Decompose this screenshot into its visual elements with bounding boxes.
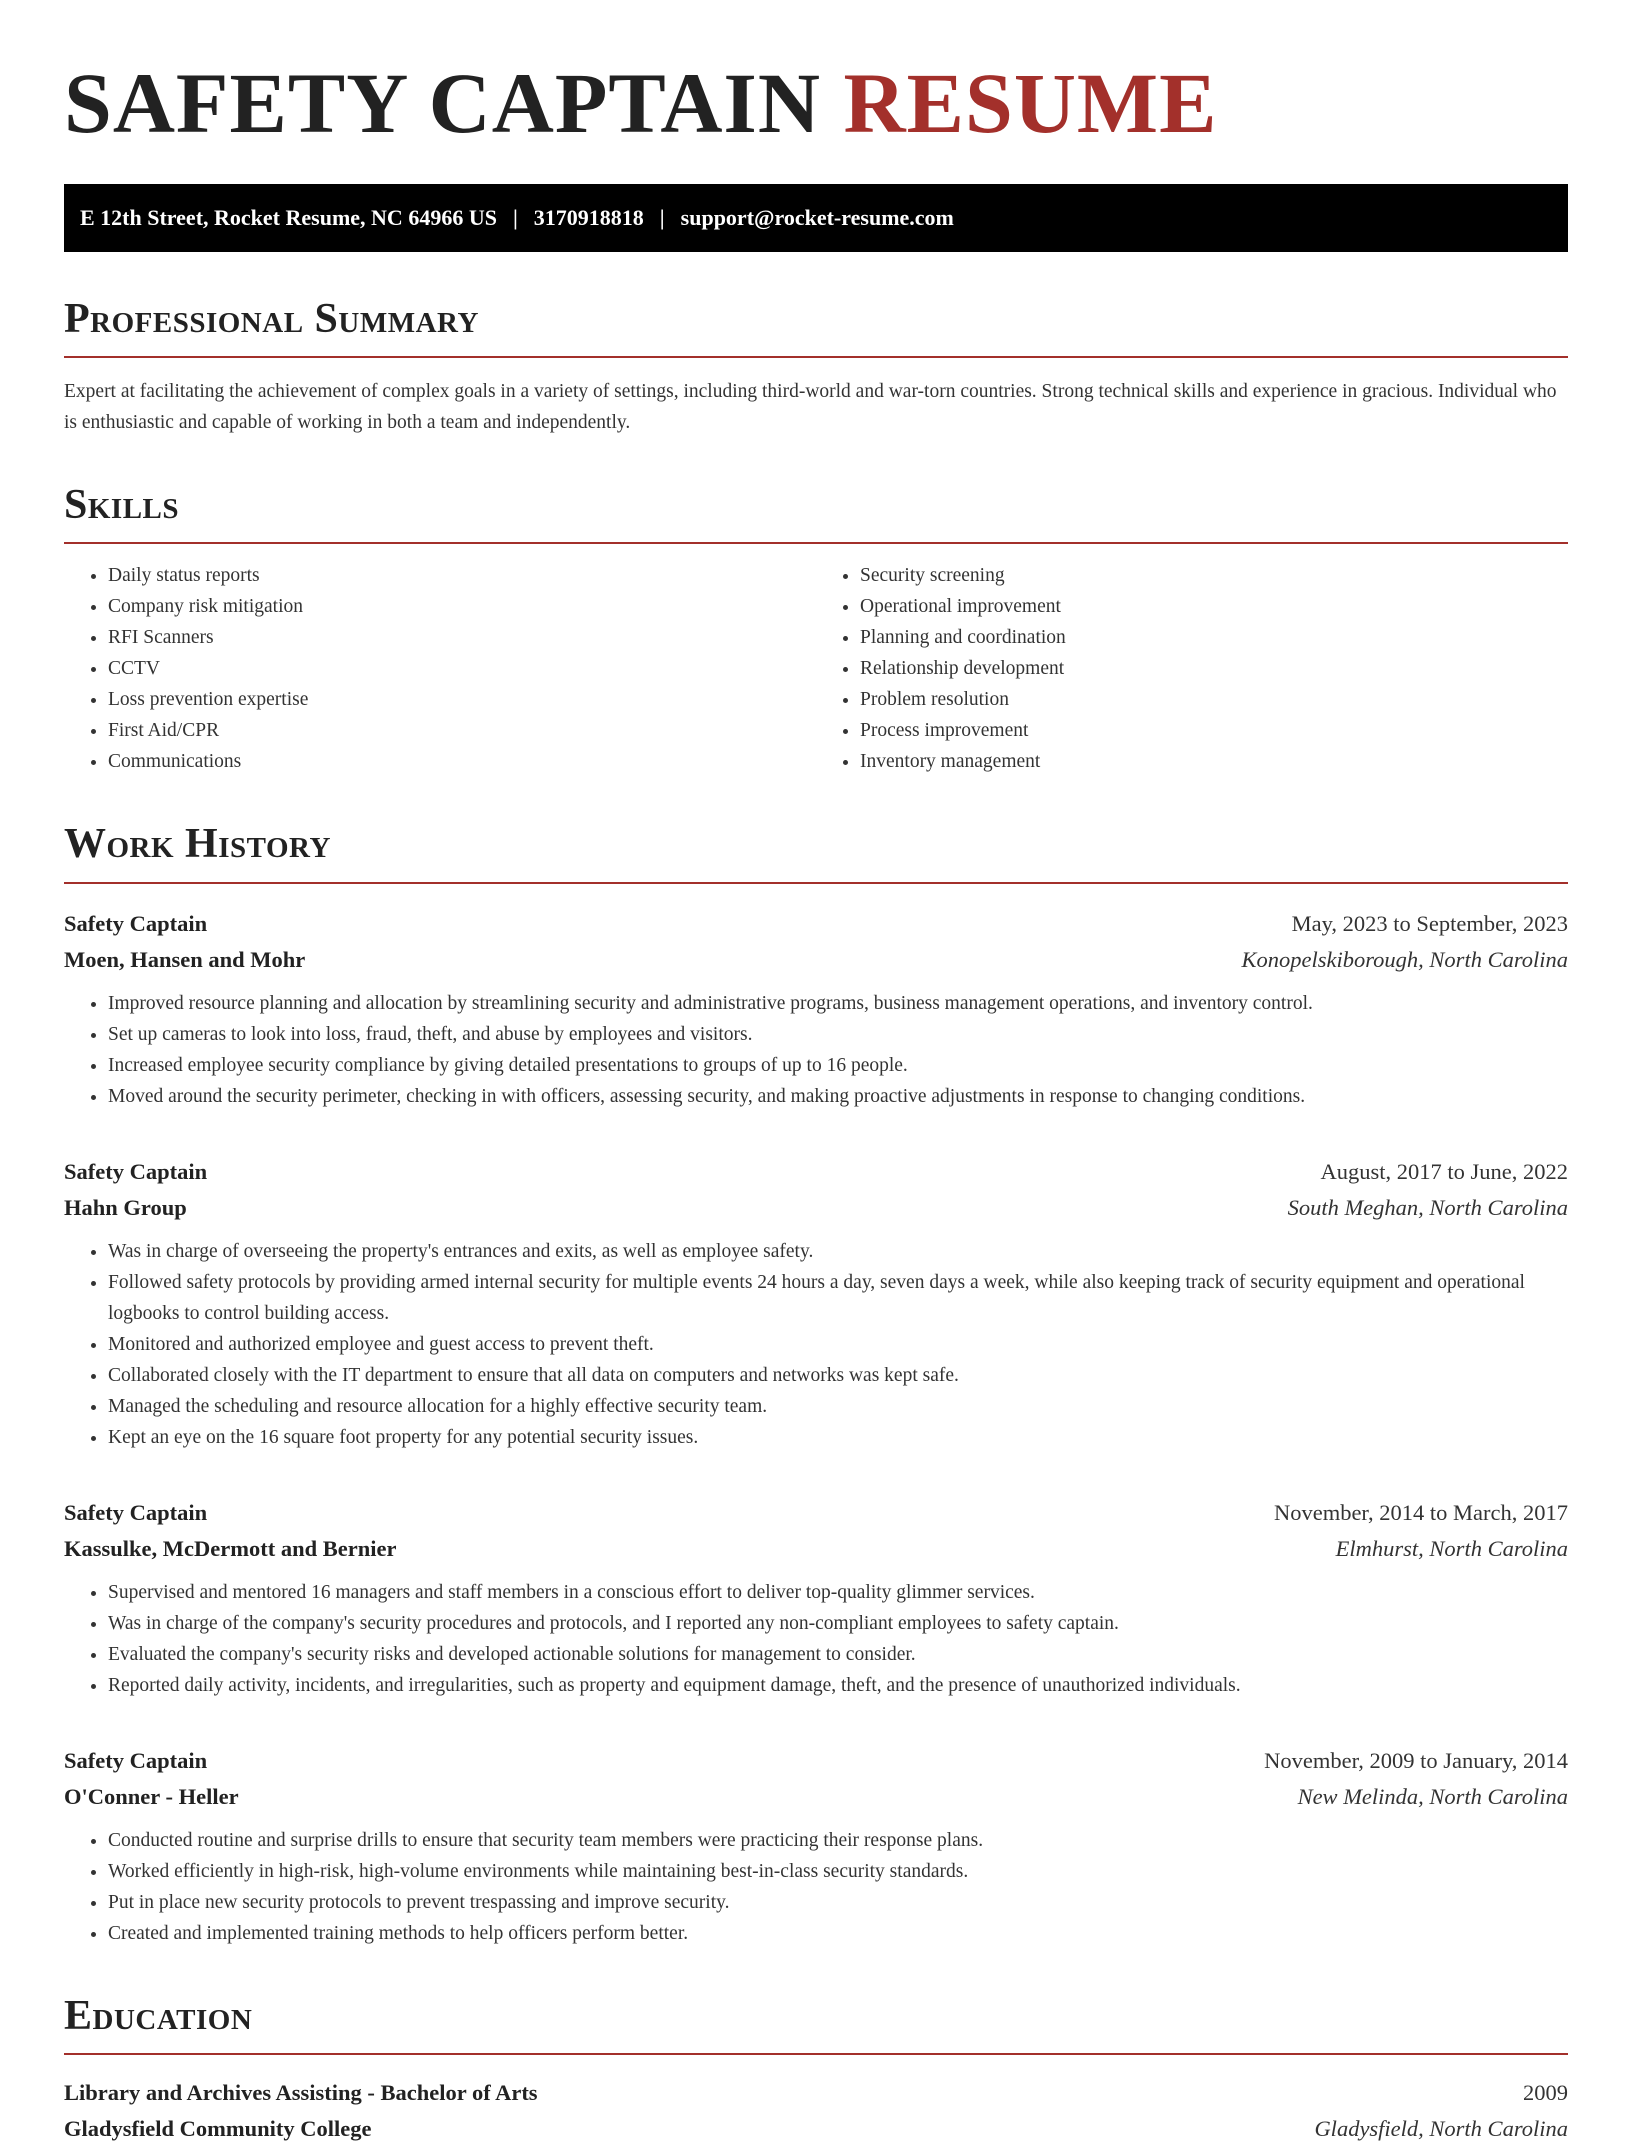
job-bullet: • Created and implemented training methods to help officers perform better. xyxy=(108,1918,1568,1949)
education-year: 2009 xyxy=(1523,2079,1568,2105)
job-bullet: • Conducted routine and surprise drills to ensure that security team members were practicing their response plans. xyxy=(108,1825,1568,1856)
section-divider xyxy=(64,542,1568,544)
contact-bar xyxy=(64,184,1568,252)
skill-item: • RFI Scanners xyxy=(108,622,816,653)
skill-item: • Problem resolution xyxy=(860,684,1568,715)
job-bullet: • Collaborated closely with the IT department to ensure that all data on computers and networks was kept safe. xyxy=(108,1360,1568,1391)
job-location: Konopelskiborough, North Carolina xyxy=(1241,946,1568,972)
job-bullet: • Worked efficiently in high-risk, high-volume environments while maintaining best-in-class security standards. xyxy=(108,1856,1568,1887)
skills-section xyxy=(64,482,1568,777)
job-bullets xyxy=(64,1825,1568,1949)
education-entry xyxy=(64,2075,1568,2147)
job-bullet: • Increased employee security compliance by giving detailed presentations to groups of up to 16 people. xyxy=(108,1050,1568,1081)
skill-item: • CCTV xyxy=(108,653,816,684)
job-entry xyxy=(64,906,1568,1112)
job-bullet: • Monitored and authorized employee and guest access to prevent theft. xyxy=(108,1329,1568,1360)
section-divider xyxy=(64,2053,1568,2055)
work-history-section xyxy=(64,821,1568,1948)
skill-item: • Process improvement xyxy=(860,715,1568,746)
title-main: SAFETY CAPTAIN xyxy=(64,55,822,151)
education-school: Gladysfield Community College xyxy=(64,2115,372,2141)
job-dates: November, 2014 to March, 2017 xyxy=(1273,1499,1568,1525)
skill-item: • Communications xyxy=(108,746,816,777)
skill-item: • Daily status reports xyxy=(108,560,816,591)
resume-title xyxy=(64,55,1568,151)
contact-separator: | xyxy=(659,205,665,230)
job-company: Moen, Hansen and Mohr xyxy=(64,946,306,972)
job-entry xyxy=(64,1743,1568,1949)
skill-item: • First Aid/CPR xyxy=(108,715,816,746)
skill-item: • Relationship development xyxy=(860,653,1568,684)
job-bullet: • Evaluated the company's security risks and developed actionable solutions for management to consider. xyxy=(108,1639,1568,1670)
job-bullet: • Kept an eye on the 16 square foot property for any potential security issues. xyxy=(108,1422,1568,1453)
skill-item: • Loss prevention expertise xyxy=(108,684,816,715)
job-title: Safety Captain xyxy=(64,1499,208,1525)
job-title: Safety Captain xyxy=(64,1158,208,1184)
skills-heading: Skills xyxy=(64,482,180,529)
skills-list-right xyxy=(816,560,1568,777)
job-location: New Melinda, North Carolina xyxy=(1297,1783,1568,1809)
summary-section xyxy=(64,296,1568,438)
contact-phone: 3170918818 xyxy=(533,205,644,230)
job-bullet: • Moved around the security perimeter, checking in with officers, assessing security, and making proactive adjustments in response to changing conditions. xyxy=(108,1081,1568,1112)
skills-columns xyxy=(64,560,1568,777)
job-bullets xyxy=(64,1236,1568,1453)
skill-item: • Company risk mitigation xyxy=(108,591,816,622)
skill-item: • Planning and coordination xyxy=(860,622,1568,653)
summary-text: Expert at facilitating the achievement of complex goals in a variety of settings, including third-world and war-torn countries. Strong technical skills and experience in gracious. Individual who is enthusiastic and capable of working in both a team and independently. xyxy=(64,381,1557,434)
job-location: South Meghan, North Carolina xyxy=(1287,1194,1568,1220)
job-entry xyxy=(64,1154,1568,1453)
education-section xyxy=(64,1993,1568,2147)
job-bullets xyxy=(64,988,1568,1112)
job-location: Elmhurst, North Carolina xyxy=(1335,1535,1568,1561)
job-company: Kassulke, McDermott and Bernier xyxy=(64,1535,397,1561)
summary-heading: Professional Summary xyxy=(64,296,479,342)
job-bullet: • Supervised and mentored 16 managers and staff members in a conscious effort to deliver top-quality glimmer services. xyxy=(108,1577,1568,1608)
section-divider xyxy=(64,356,1568,358)
job-title: Safety Captain xyxy=(64,1747,208,1773)
job-company: O'Conner - Heller xyxy=(64,1783,239,1809)
title-accent: RESUME xyxy=(843,55,1218,151)
job-entry xyxy=(64,1495,1568,1701)
skill-item: • Inventory management xyxy=(860,746,1568,777)
job-bullet: • Set up cameras to look into loss, fraud, theft, and abuse by employees and visitors. xyxy=(108,1019,1568,1050)
job-dates: August, 2017 to June, 2022 xyxy=(1320,1158,1568,1184)
education-heading: Education xyxy=(64,1992,253,2039)
job-bullet: • Managed the scheduling and resource allocation for a highly effective security team. xyxy=(108,1391,1568,1422)
job-bullet: • Was in charge of the company's security procedures and protocols, and I reported any non-compliant employees to safety captain. xyxy=(108,1608,1568,1639)
contact-address: E 12th Street, Rocket Resume, NC 64966 US xyxy=(80,205,497,230)
skills-list-left xyxy=(64,560,816,777)
job-bullet: • Improved resource planning and allocation by streamlining security and administrative programs, business management operations, and inventory control. xyxy=(108,988,1568,1019)
job-dates: May, 2023 to September, 2023 xyxy=(1291,910,1568,936)
job-bullet: • Reported daily activity, incidents, and irregularities, such as property and equipment damage, theft, and the presence of unauthorized individuals. xyxy=(108,1670,1568,1701)
skill-item: • Operational improvement xyxy=(860,591,1568,622)
contact-email[interactable]: support@rocket-resume.com xyxy=(680,205,954,230)
work-history-heading: Work History xyxy=(64,821,331,868)
education-degree: Library and Archives Assisting - Bachelor of Arts xyxy=(64,2079,538,2105)
job-bullet: • Followed safety protocols by providing armed internal security for multiple events 24 hours a day, seven days a week, while also keeping track of security equipment and operational logbooks to control building access. xyxy=(108,1267,1568,1329)
education-location: Gladysfield, North Carolina xyxy=(1314,2115,1568,2141)
job-title: Safety Captain xyxy=(64,910,208,936)
job-dates: November, 2009 to January, 2014 xyxy=(1264,1747,1568,1773)
contact-separator: | xyxy=(512,205,518,230)
job-company: Hahn Group xyxy=(64,1194,187,1220)
job-bullets xyxy=(64,1577,1568,1701)
job-bullet: • Was in charge of overseeing the property's entrances and exits, as well as employee safety. xyxy=(108,1236,1568,1267)
section-divider xyxy=(64,882,1568,884)
skill-item: • Security screening xyxy=(860,560,1568,591)
job-bullet: • Put in place new security protocols to prevent trespassing and improve security. xyxy=(108,1887,1568,1918)
